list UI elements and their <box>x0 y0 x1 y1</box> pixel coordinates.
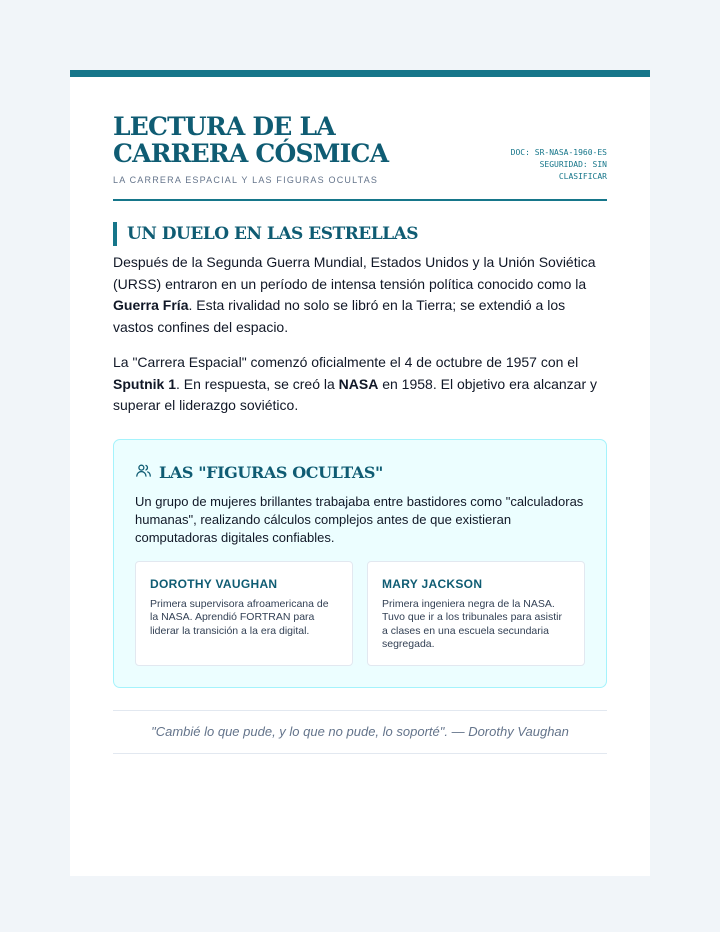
profile-card-dorothy-vaughan <box>135 561 353 666</box>
profile-name: MARY JACKSON <box>382 576 483 591</box>
profile-card-mary-jackson <box>367 561 585 666</box>
callout-title: LAS "FIGURAS OCULTAS" <box>159 463 383 482</box>
paragraph-space-race: La "Carrera Espacial" comenzó oficialmente el 4 de octubre de 1957 con el Sputnik 1. En respuesta, se creó la NASA en 1958. El objetivo era alcanzar y superar el liderazgo soviético. <box>113 354 598 413</box>
term-sputnik: Sputnik 1 <box>113 375 177 392</box>
section-heading: UN DUELO EN LAS ESTRELLAS <box>113 222 607 246</box>
page-title: LECTURA DE LA CARRERA CÓSMICA <box>113 112 389 168</box>
page-subtitle: LA CARRERA ESPACIAL Y LAS FIGURAS OCULTAS <box>113 175 379 185</box>
hidden-figures-callout <box>113 439 607 688</box>
doc-classification: CLASIFICAR <box>558 172 607 181</box>
callout-text: Un grupo de mujeres brillantes trabajaba entre bastidores como "calculadoras humanas", realizando cálculos complejos antes de que existieran computadoras digitales confiables. <box>135 493 584 545</box>
document-page <box>70 70 650 876</box>
title-block <box>113 113 463 185</box>
users-icon <box>135 462 152 484</box>
profile-description: Primera supervisora afroamericana de la NASA. Aprendió FORTRAN para liderar la transición a la era digital. <box>150 597 329 637</box>
document-meta <box>487 147 607 183</box>
document-header <box>113 113 607 201</box>
profile-description: Primera ingeniera negra de la NASA. Tuvo que ir a los tribunales para asistir a clases en una escuela secundaria segregada. <box>382 597 562 650</box>
profile-name: DOROTHY VAUGHAN <box>150 576 278 591</box>
callout-header <box>135 462 585 484</box>
closing-quote: "Cambié lo que pude, y lo que no pude, lo soporté". — Dorothy Vaughan <box>113 710 607 754</box>
profile-cards <box>135 561 585 666</box>
term-nasa: NASA <box>338 375 379 392</box>
doc-id: DOC: SR-NASA-1960-ES <box>510 148 607 157</box>
doc-security: SEGURIDAD: SIN <box>539 160 607 169</box>
term-guerra-fria: Guerra Fría <box>113 297 189 313</box>
paragraph-cold-war: Después de la Segunda Guerra Mundial, Estados Unidos y la Unión Soviética (URSS) entraron en un período de intensa tensión política conocido como la Guerra Fría. Esta rivalidad no solo se libró en la Tierra; se extendió a los vastos confines del espacio. <box>113 254 596 335</box>
